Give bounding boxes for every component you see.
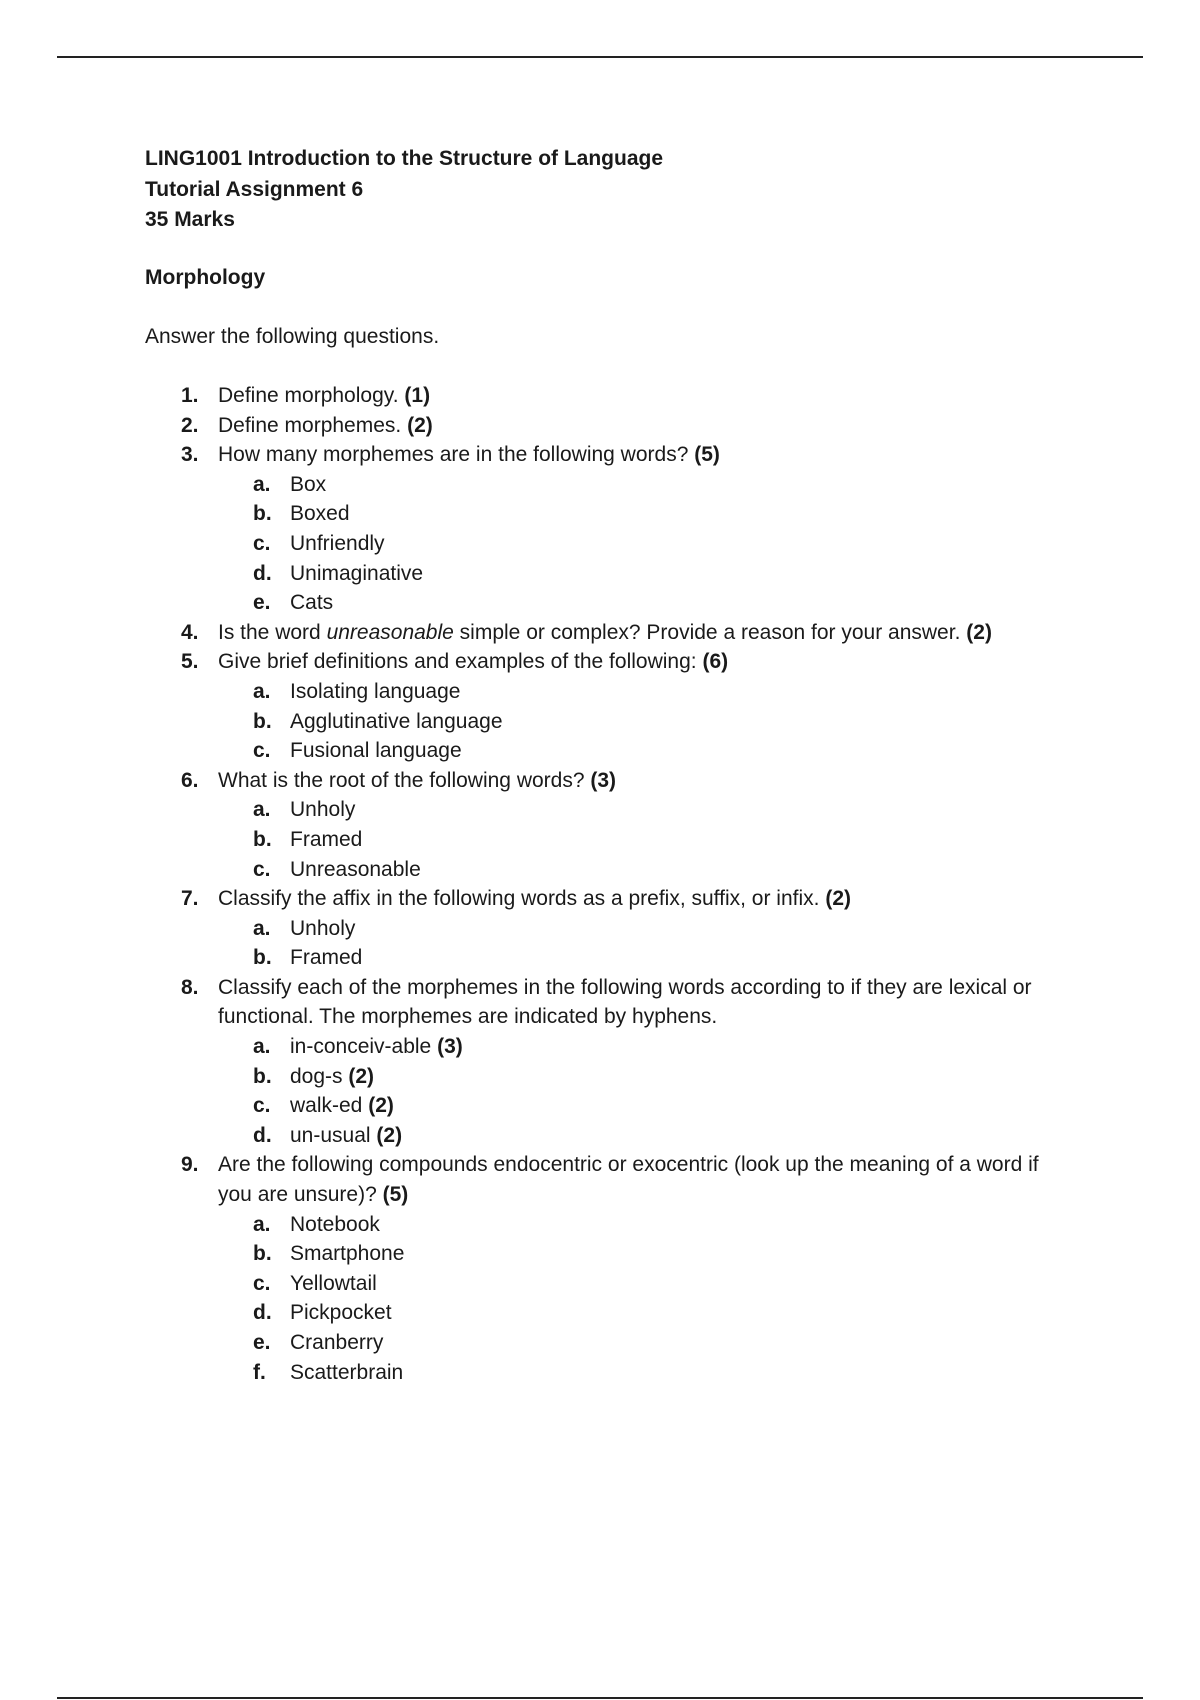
- sub-item-letter: b.: [253, 827, 272, 851]
- sub-item-letter: a.: [253, 679, 271, 703]
- question-text-part: Classify the affix in the following words as a prefix, suffix, or infix.: [218, 887, 820, 911]
- sub-item-text: Boxed: [290, 502, 350, 526]
- sub-item: [145, 1328, 1065, 1358]
- sub-item-letter: b.: [253, 1242, 272, 1266]
- sub-item-text: Fusional language: [290, 739, 462, 763]
- sub-item-letter: a.: [253, 472, 271, 496]
- question-number: 5.: [181, 650, 199, 674]
- sub-item-letter: c.: [253, 739, 271, 763]
- question-text: [218, 414, 401, 437]
- sub-item-text: Unholy: [290, 916, 356, 940]
- sub-item-text: Unholy: [290, 798, 356, 822]
- question-number: 9.: [181, 1153, 199, 1177]
- question-text-part: Are the following compounds endocentric or exocentric (look up the meaning of a word if you are unsure)?: [218, 1153, 1039, 1207]
- question-item: [145, 411, 1065, 441]
- question-text-part: What is the root of the following words?: [218, 768, 585, 792]
- document-header: [145, 144, 663, 236]
- sub-item-letter: c.: [253, 531, 271, 555]
- sub-item-letter: d.: [253, 1123, 272, 1147]
- sub-item: [145, 588, 1065, 618]
- question-number: 1.: [181, 384, 199, 407]
- sub-item-letter: d.: [253, 561, 272, 585]
- question-marks: (1): [404, 384, 431, 407]
- sub-item-text: Isolating language: [290, 679, 461, 703]
- question-text-part: Is the word: [218, 620, 327, 644]
- sub-item-text: dog-s: [290, 1064, 343, 1088]
- question-text-part: simple or complex? Provide a reason for your answer.: [453, 620, 961, 644]
- sub-item-letter: d.: [253, 1301, 272, 1325]
- total-marks: 35 Marks: [145, 208, 235, 231]
- question-text: [218, 650, 697, 673]
- sub-item-text: Smartphone: [290, 1242, 405, 1266]
- question-text-part: Define morphemes.: [218, 413, 402, 437]
- question-text-part: Classify each of the morphemes in the following words according to if they are lexical or functional. The morphemes are indicated by hyphens.: [218, 975, 1032, 1029]
- question-marks: (5): [382, 1183, 409, 1207]
- question-text: [218, 887, 819, 910]
- sub-item: [145, 736, 1065, 766]
- sub-item-letter: c.: [253, 1271, 271, 1295]
- sub-item-letter: a.: [253, 798, 271, 822]
- sub-item: [145, 499, 1065, 529]
- sub-item-letter: b.: [253, 946, 272, 970]
- sub-item: [145, 914, 1065, 944]
- sub-item-text: Agglutinative language: [290, 709, 503, 733]
- sub-item: [145, 943, 1065, 973]
- question-item: [145, 973, 1065, 1032]
- sub-item: [145, 855, 1065, 885]
- question-marks: (5): [694, 443, 720, 467]
- sub-item: [145, 1298, 1065, 1328]
- question-number: 4.: [181, 620, 199, 644]
- sub-item-text: Unimaginative: [290, 561, 424, 585]
- question-item: [145, 618, 1065, 648]
- sub-item-letter: b.: [253, 1064, 272, 1088]
- sub-item-text: Pickpocket: [290, 1301, 392, 1325]
- question-item: [145, 766, 1065, 796]
- instruction-text: Answer the following questions.: [145, 325, 440, 348]
- question-marks: (2): [825, 887, 851, 911]
- question-text-part: How many morphemes are in the following words?: [218, 443, 689, 467]
- sub-item: [145, 1269, 1065, 1299]
- question-italic-term: unreasonable: [326, 620, 454, 644]
- sub-item: [145, 529, 1065, 559]
- sub-item: [145, 1239, 1065, 1269]
- sub-item-text: Unreasonable: [290, 857, 421, 881]
- sub-item-text: walk-ed: [290, 1094, 363, 1118]
- question-list: [145, 381, 1065, 1387]
- question-marks: (2): [966, 620, 992, 644]
- section-title: Morphology: [145, 266, 266, 289]
- question-item: [145, 1150, 1065, 1209]
- sub-item-text: Cats: [290, 591, 334, 615]
- sub-item-letter: a.: [253, 1212, 271, 1236]
- sub-item-text: Notebook: [290, 1212, 380, 1236]
- sub-item-text: Framed: [290, 827, 363, 851]
- question-item: [145, 381, 1065, 411]
- sub-item-letter: b.: [253, 709, 272, 733]
- sub-item: [145, 1032, 1065, 1062]
- assignment-title: Tutorial Assignment 6: [145, 177, 364, 201]
- sub-item: [145, 795, 1065, 825]
- question-item: [145, 440, 1065, 470]
- question-number: 7.: [181, 887, 199, 911]
- sub-item-letter: b.: [253, 502, 272, 526]
- sub-item: [145, 470, 1065, 500]
- question-text-part: Give brief definitions and examples of the following:: [218, 650, 697, 674]
- question-number: 3.: [181, 443, 199, 467]
- sub-item: [145, 559, 1065, 589]
- top-rule: [57, 56, 1143, 58]
- sub-item: [145, 677, 1065, 707]
- sub-item: [145, 1091, 1065, 1121]
- bottom-rule: [57, 1697, 1143, 1699]
- question-number: 2.: [181, 413, 199, 437]
- sub-item-text: in-conceiv-able: [290, 1035, 432, 1059]
- question-text: [218, 1153, 1039, 1206]
- course-title: LING1001 Introduction to the Structure of Language: [145, 147, 664, 170]
- sub-item-marks: (3): [437, 1035, 463, 1059]
- sub-item: [145, 1062, 1065, 1092]
- sub-item-text: Box: [290, 472, 327, 496]
- sub-item-letter: a.: [253, 916, 271, 940]
- question-text: [218, 443, 688, 466]
- sub-item: [145, 1358, 1065, 1388]
- question-text-part: Define morphology.: [218, 384, 399, 407]
- sub-item: [145, 1121, 1065, 1151]
- question-text: [218, 769, 585, 792]
- sub-item: [145, 825, 1065, 855]
- question-item: [145, 647, 1065, 677]
- question-number: 8.: [181, 975, 199, 999]
- sub-item-letter: f.: [253, 1360, 266, 1384]
- question-item: [145, 884, 1065, 914]
- sub-item-marks: (2): [368, 1094, 394, 1118]
- sub-item: [145, 707, 1065, 737]
- question-text: [218, 384, 399, 407]
- sub-item-marks: (2): [376, 1123, 403, 1147]
- question-text: [218, 621, 960, 644]
- sub-item-letter: a.: [253, 1035, 271, 1059]
- sub-item: [145, 1210, 1065, 1240]
- sub-item-text: Unfriendly: [290, 531, 385, 555]
- sub-item-text: Yellowtail: [290, 1271, 377, 1295]
- sub-item-letter: c.: [253, 1094, 271, 1118]
- sub-item-text: Framed: [290, 946, 363, 970]
- question-number: 6.: [181, 768, 199, 792]
- sub-item-marks: (2): [348, 1064, 375, 1088]
- sub-item-letter: e.: [253, 591, 271, 615]
- question-marks: (3): [590, 768, 617, 792]
- question-marks: (6): [702, 650, 729, 674]
- sub-item-text: un-usual: [290, 1123, 371, 1147]
- question-text: [218, 976, 1032, 1029]
- sub-item-text: Cranberry: [290, 1331, 384, 1354]
- sub-item-letter: c.: [253, 857, 271, 881]
- question-marks: (2): [407, 413, 433, 437]
- sub-item-text: Scatterbrain: [290, 1360, 404, 1384]
- sub-item-letter: e.: [253, 1331, 271, 1354]
